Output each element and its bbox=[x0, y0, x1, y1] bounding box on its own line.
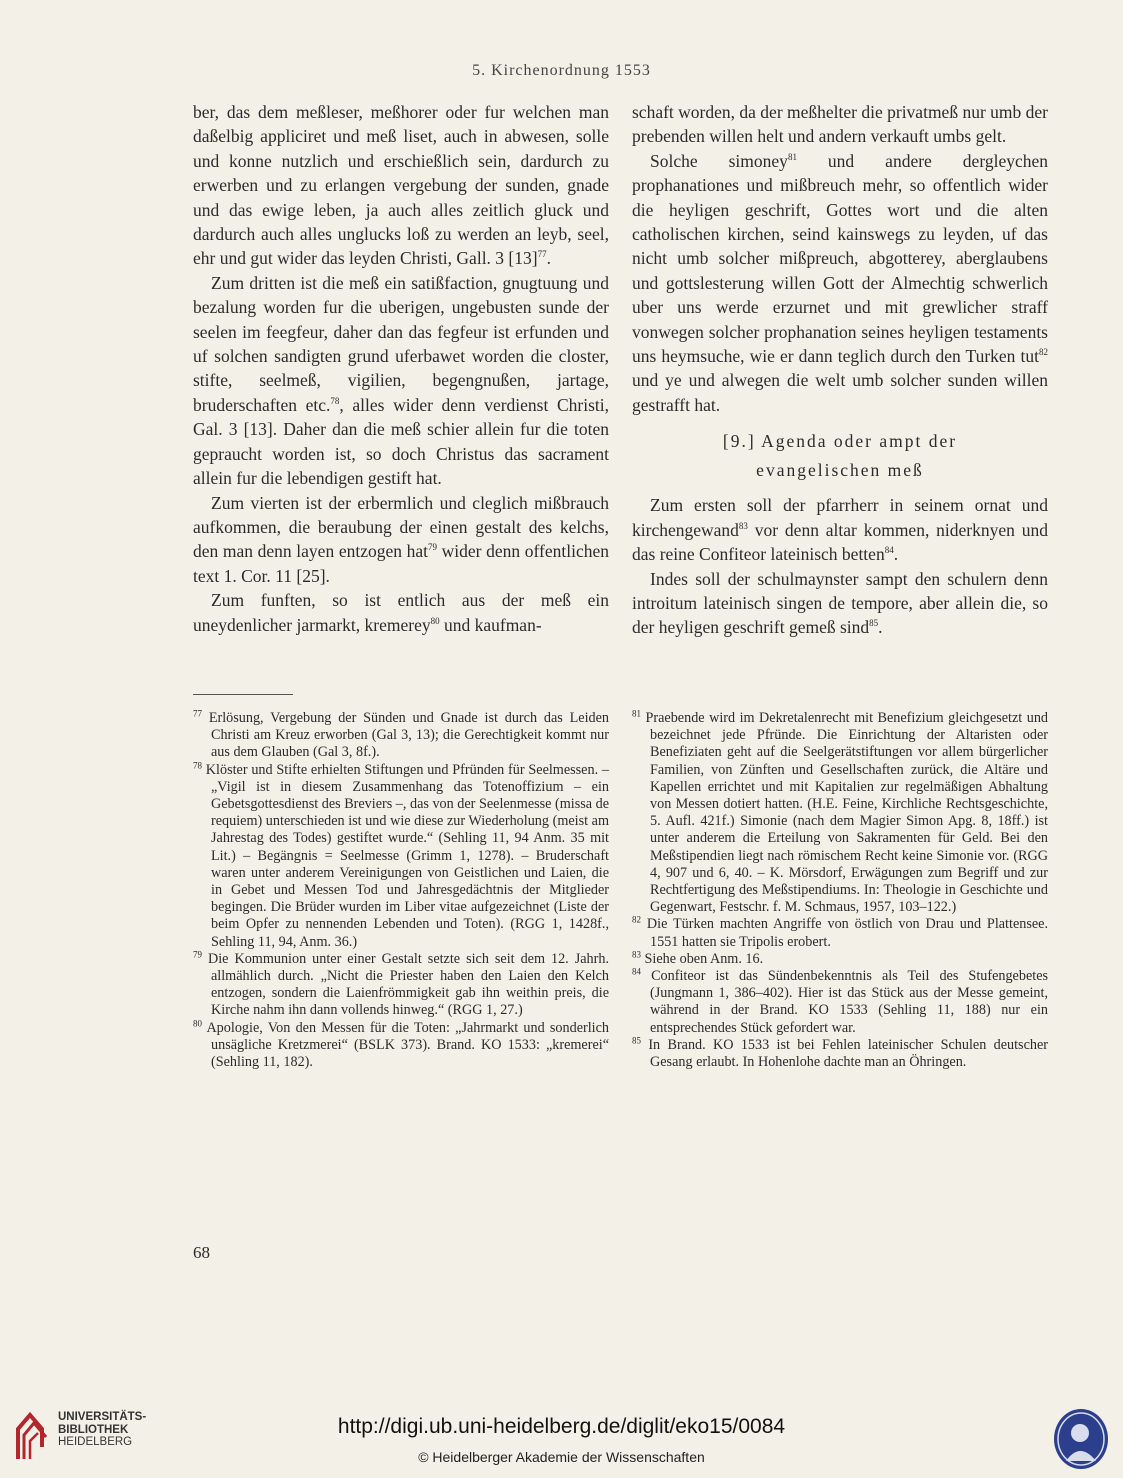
footnote: $^{79}$ Die Kommunion unter einer Gestalt setzte sich seit dem 12. Jahrh. allmählich durch. „Nicht die Priester haben den Laien den Kelch entzogen, sondern die Laienfrömmigkeit gab ihn weithin preis, die Kirche nahm ihn dann vollends hinweg.“ (RGG 1, 27.) bbox=[193, 949, 609, 1019]
footnote: $^{83}$ Siehe oben Anm. 16. bbox=[632, 949, 764, 967]
footnote-ref[interactable]: 79 bbox=[428, 542, 438, 553]
library-name: UNIVERSITÄTS- BIBLIOTHEK HEIDELBERG bbox=[58, 1411, 147, 1448]
right-text-column bbox=[632, 100, 1048, 640]
running-title: 5. Kirchenordnung 1553 bbox=[472, 62, 651, 79]
footnote: $^{81}$ Praebende wird im Dekretalenrecht mit Benefizium gleichgesetzt und bezeichnet jede Pfründe. Die Einrichtung der Altaristen oder Benefiziaten geht auf die Seelgerätstiftungen vor allem bürgerlicher Familien, von Zünften und Gesellschaften zurück, die Altäre und Kapellen errichtet und mit Kapitalien zur regelmäßigen Abhaltung von Messen dotiert hatten. (H.E. Feine, Kirchliche Rechtsgeschichte, 5. Aufl. 421f.) Simonie (nach dem Magier Simon Apg. 8, 18ff.) ist unter anderem die Erteilung von Sakramenten für Geld. Bei den Meßstipendien liegt nach römischem Recht keine Simonie vor. (RGG 4, 907 und 6, 40. – K. Mörsdorf, Erwägungen zum Begriff und zur Rechtfertigung des Meßstipendiums. In: Theologie in Geschichte und Gegenwart, Festschr. f. M. Schmaus, 1957, 103–122.) bbox=[632, 708, 1049, 916]
footnote-ref[interactable]: 80 bbox=[430, 615, 440, 626]
paragraph: Indes soll der schulmaynster sampt den schulern denn introitum lateinisch singen de tempore, aber allein die, so der heyligen geschrift gemeß sind$^{85}$. bbox=[632, 568, 1048, 638]
paragraph: Zum vierten ist der erbermlich und cleglich mißbrauch aufkommen, die beraubung der einen gestalt des kelchs, den man denn layen entzogen hat$^{79}$ wider denn offentlichen text 1. Cor. 11 [25]. bbox=[193, 492, 609, 586]
footnote-ref[interactable]: 85 bbox=[869, 618, 879, 629]
page-number: 68 bbox=[193, 1243, 210, 1262]
paragraph: Solche simoney$^{81}$ und andere dergleychen prophanationes und mißbreuch mehr, so offentlich wider die heyligen geschrift, Gottes wort und die alten catholischen kirchen, seind kainswegs zu leyden, uf das nicht umb solcher mißpreuch, abgotterey, aberglaubens und gottslesterung willen Gott der Almechtig schwerlich uber uns werde erzurnet und mit grewlicher straff vonwegen solcher prophanation seines heyligen testaments uns heymsuche, wie er dann teglich durch den Turken tut$^{82}$ und ye und alwegen die welt umb solcher sunden willen gestrafft hat. bbox=[632, 150, 1048, 415]
paragraph: Zum funften, so ist entlich aus der meß ein uneydenlicher jarmarkt, kremerey$^{80}$ und kaufman- bbox=[193, 590, 609, 635]
paragraph: Zum ersten soll der pfarrherr in seinem ornat und kirchengewand$^{83}$ vor denn altar kommen, niderknyen und das reine Confiteor lateinisch betten$^{84}$. bbox=[632, 495, 1048, 565]
footnote: $^{85}$ In Brand. KO 1533 ist bei Fehlen lateinischer Schulen deutscher Gesang erlaubt. In Hohenlohe dachte man an Öhringen. bbox=[632, 1035, 1048, 1071]
footnotes-left bbox=[193, 710, 609, 1071]
footnote: $^{78}$ Klöster und Stifte erhielten Stiftungen und Pfründen für Seelmessen. – „Vigil ist in diesem Zusammenhang das Totenoffizium – ein Gebetsgottesdienst des Breviers –, das von der Seelenmesse (missa de requiem) unterschieden ist und wie diese zur Wiederholung (meist am Jahrestag des Todes) gestiftet wurde.“ (Sehling 11, 94 Anm. 35 mit Lit.) – Begängnis = Seelmesse (Grimm 1, 1278). – Bruderschaft waren unter anderem Vereinigungen von Geistlichen und Laien, die in Gebet und Messen Tod und Jahresgedächtnis der Mitglieder begingen. Die Brüder wurden im Liber vitae aufgezeichnet (Liste der beim Opfer zu nennenden Lebenden und Toten). (RGG 1, 1428f., Sehling 11, 94, Anm. 36.) bbox=[193, 759, 609, 950]
footnote-ref[interactable]: 77 bbox=[537, 249, 547, 260]
section-heading: [9.] Agenda oder ampt der evangelischen meß bbox=[722, 431, 958, 481]
footnote: $^{82}$ Die Türken machten Angriffe von östlich von Drau und Plattensee. 1551 hatten sie Tripolis erobert. bbox=[632, 914, 1048, 950]
footnotes-right bbox=[632, 710, 1048, 1071]
paragraph: schaft worden, da der meßhelter die privatmeß nur umb der prebenden willen helt und andern verkauft umbs gelt. bbox=[632, 102, 1048, 147]
footnote-ref[interactable]: 78 bbox=[330, 396, 340, 407]
paragraph: Zum dritten ist die meß ein satißfaction, gnugtuung und bezalung worden fur die uberigen, ungebusten sunde der seelen im feegfeur, daher dan das fegfeur ist erfunden und uf solchen sandigten grund uferbawet worden die closter, stifte, seelmeß, vigilien, begengnußen, jartage, bruderschaften etc.$^{78}$, alles wider denn verdienst Christi, Gal. 3 [13]. Daher dan die meß schier allein fur die toten gepraucht worden ist, so doch Christus das sacrament allein fur die lebendigen gestift hat. bbox=[193, 272, 609, 489]
footnote-divider bbox=[193, 694, 293, 695]
paragraph: ber, das dem meßleser, meßhorer oder fur welchen man daßelbig appliciret und meß liset, auch in abwesen, solle und konne nutzlich und erschießlich sein, dardurch zu erwerben und zu erlangen vergebung der sunden, gnade und das ewige leben, ja auch alles zeitlich gluck und dardurch auch alles unglucks loß zu werden an leyb, seel, ehr und gut wider das leyden Christi, Gall. 3 $[13]^{77}$. bbox=[193, 102, 609, 269]
footnote-ref[interactable]: 81 bbox=[787, 151, 797, 162]
footnote: $^{84}$ Confiteor ist das Sündenbekenntnis als Teil des Stufengebetes (Jungmann 1, 386–402). Hier ist das Stück aus der Messe gemeint, während in der Brand. KO 1533 (Sehling 11, 188) nur ein entsprechendes Stück gefordert war. bbox=[632, 966, 1049, 1036]
left-text-column bbox=[193, 100, 609, 637]
footnote-ref[interactable]: 82 bbox=[1039, 347, 1048, 358]
footnote: $^{80}$ Apologie, Von den Messen für die Toten: „Jahrmarkt und sonderlich unsägliche Kretzmerei“ (BSLK 373). Brand. KO 1533: „kremerei“ (Sehling 11, 182). bbox=[193, 1017, 609, 1071]
footnote-ref[interactable]: 84 bbox=[884, 545, 894, 556]
footer-bar bbox=[0, 1395, 1123, 1478]
copyright-notice: © Heidelberger Akademie der Wissenschaften bbox=[418, 1449, 705, 1465]
digital-library-url-link[interactable]: http://digi.ub.uni-heidelberg.de/diglit/eko15/0084 bbox=[337, 1415, 786, 1438]
footnote: $^{77}$ Erlösung, Vergebung der Sünden und Gnade ist durch das Leiden Christi am Kreuz erworben (Gal 3, 13); die Gerechtigkeit kommt nur aus dem Glauben (Gal 3, 8f.). bbox=[193, 708, 609, 761]
academy-seal-icon bbox=[1052, 1407, 1110, 1476]
footnote-ref[interactable]: 83 bbox=[738, 520, 748, 531]
